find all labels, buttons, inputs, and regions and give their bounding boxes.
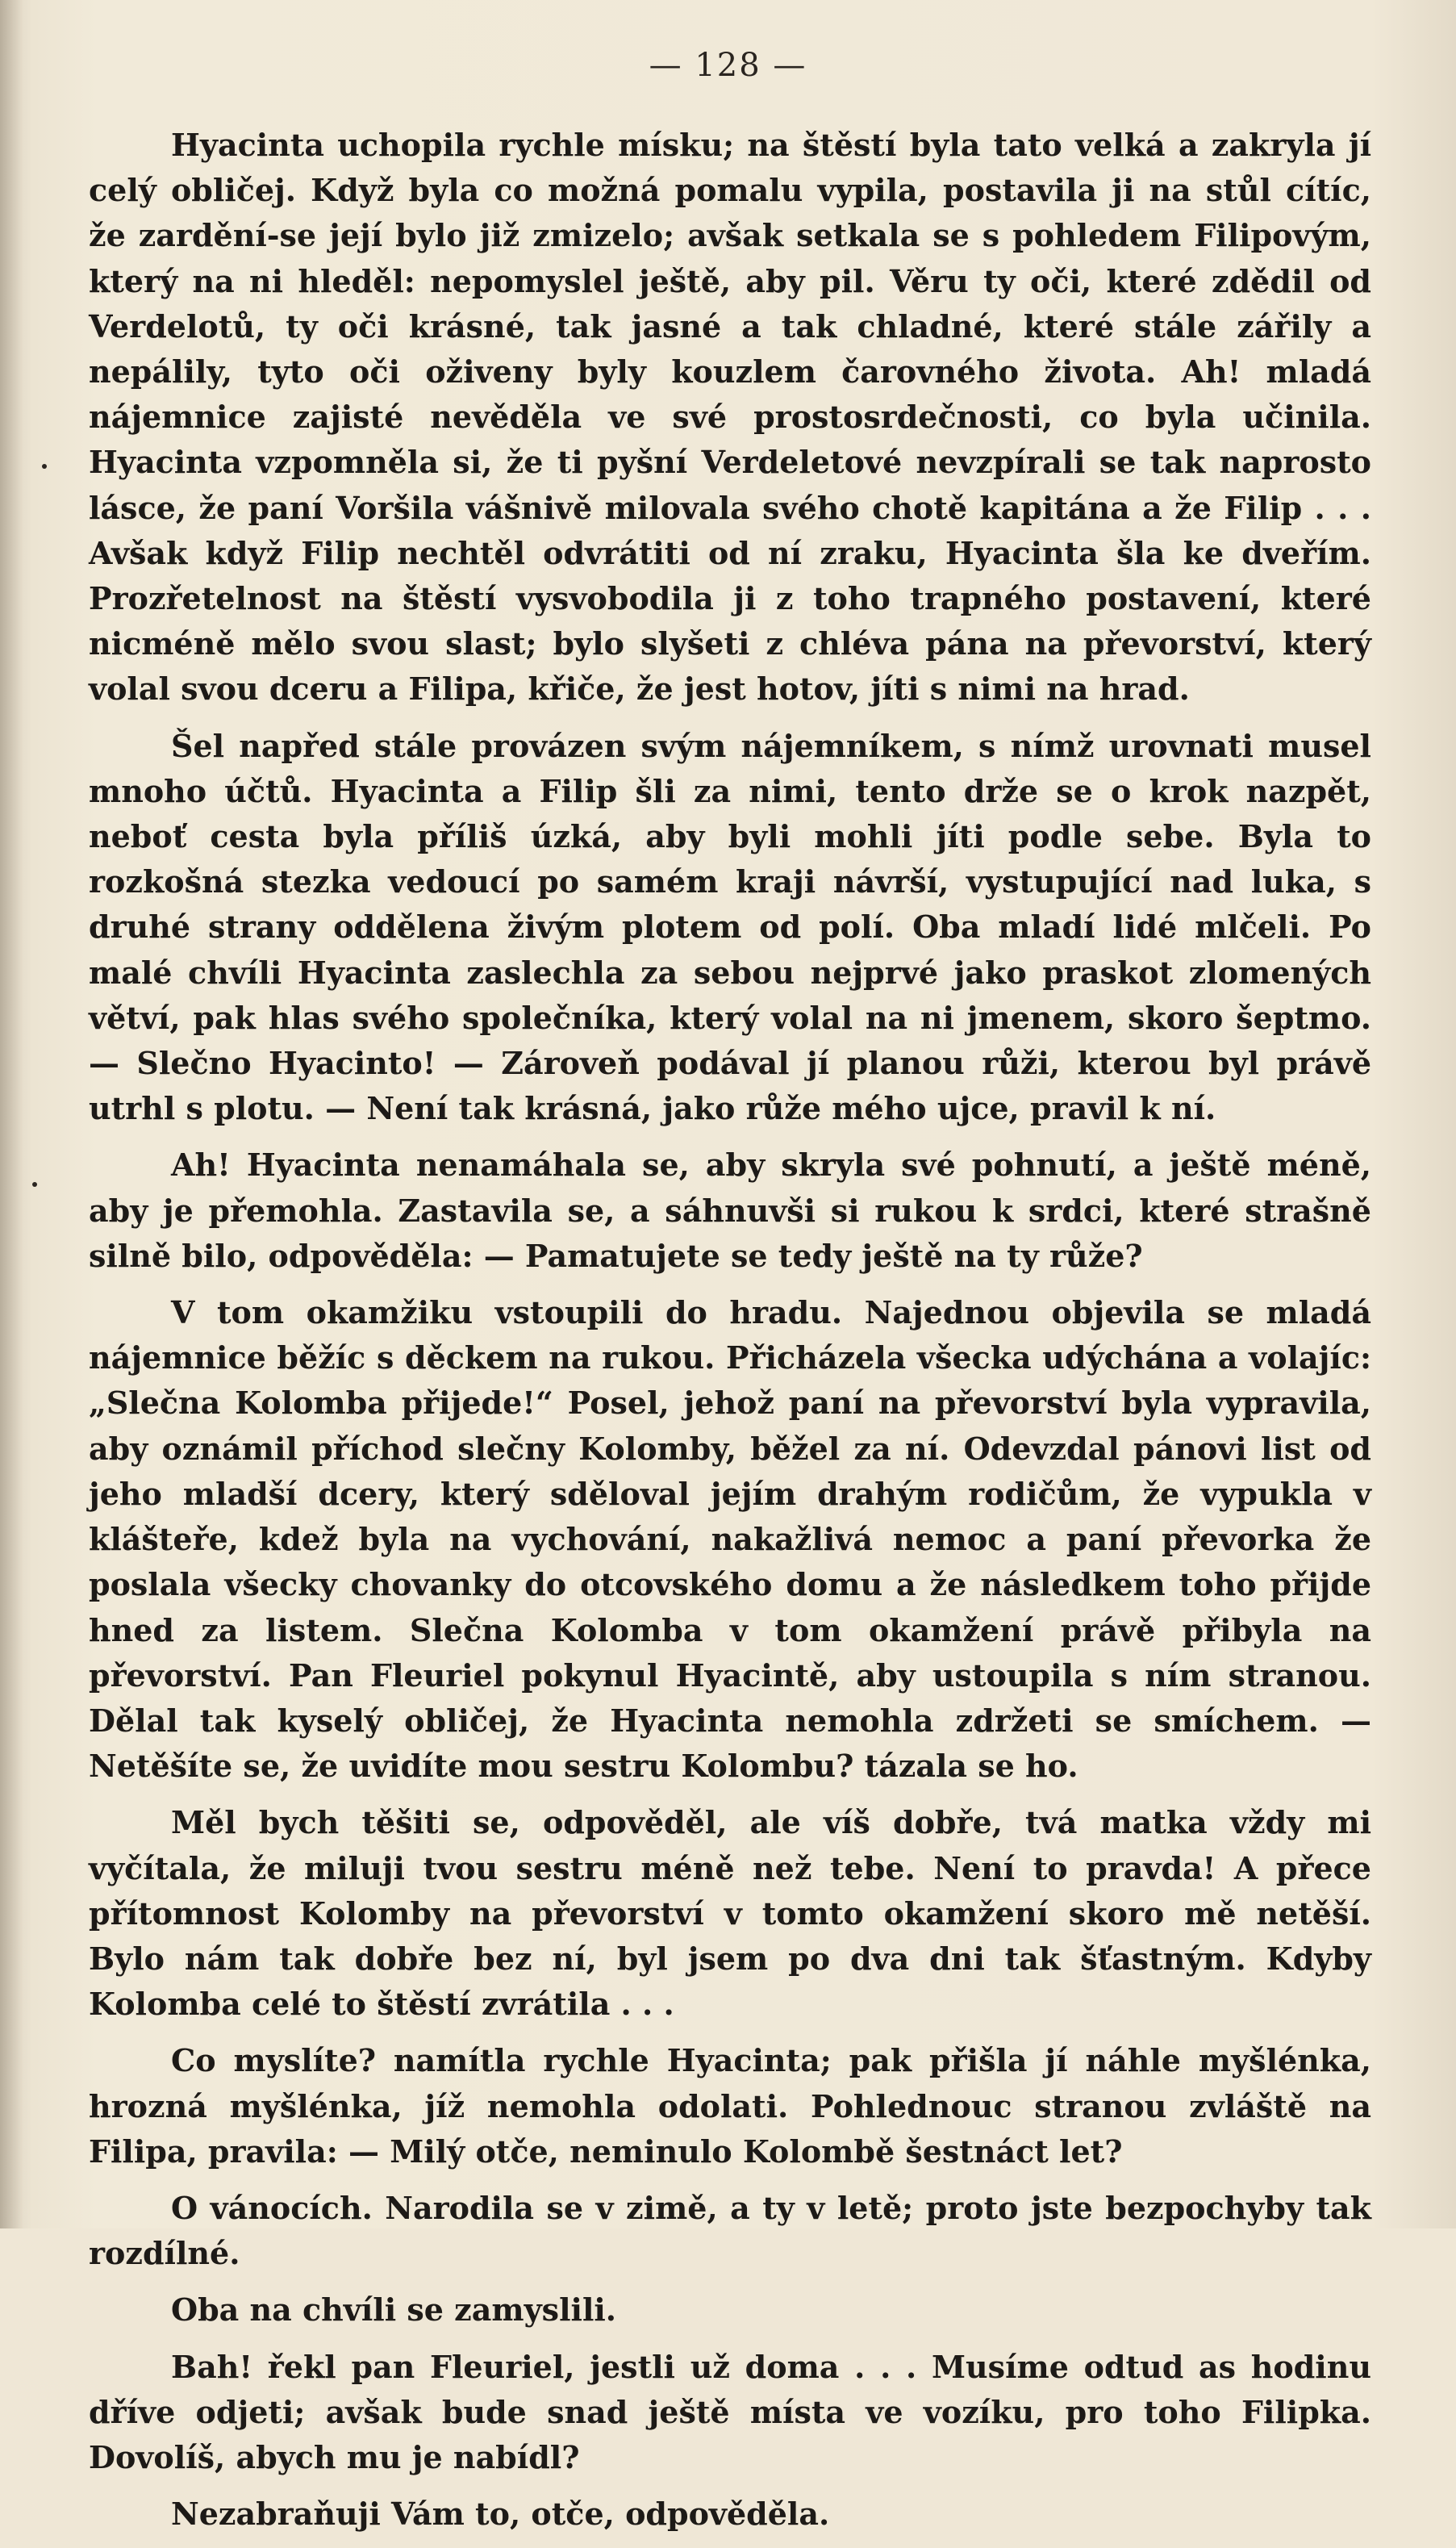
page-binding-edge [0,0,23,2228]
paragraph: O vánocích. Narodila se v zimě, a ty v letě; proto jste bezpochyby tak rozdílné. [89,2189,1371,2272]
paragraph: Oba na chvíli se zamyslili. [171,2291,617,2329]
paragraph: Hyacinta uchopila rychle mísku; na štěstí byla tato velká a zakryla jí celý obličej. Když byla co možná pomalu vypila, postavila ji na stůl cítíc, že zardění-se její bylo již zmizelo; avšak setkala se s pohledem Filipovým, který na ni hleděl: nepomyslel ještě, aby pil. Věru ty oči, které zdědil od Verdelotů, ty oči krásné, tak jasné a tak chladné, které stále zářily a nepálily, tyto oči oživeny byly kouzlem čarovného života. Ah! mladá nájemnice zajisté nevěděla ve své prostosrdečnosti, co byla učinila. Hyacinta vzpomněla si, že ti pyšní Verdeletové nevzpírali se tak naprosto lásce, že paní Voršila vášnivě milovala svého chotě kapitána a že Filip . . . Avšak když Filip nechtěl odvrátiti od ní zraku, Hyacinta šla ke dveřím. Prozřetelnost na štěstí vysvobodila ji z toho trapného postavení, které nicméně mělo svou slast; bylo slyšeti z chléva pána na převorství, který volal svou dceru a Filipa, křiče, že jest hotov, jíti s nimi na hrad. [89,127,1371,708]
page-number: — 128 — [649,47,807,84]
print-speck [32,1182,37,1187]
paragraph: Nezabraňuji Vám to, otče, odpověděla. [171,2496,830,2533]
print-speck [42,464,47,469]
paragraph: Šel napřed stále provázen svým nájemníkem, s nímž urovnati musel mnoho účtů. Hyacinta a Filip šli za nimi, tento drže se o krok nazpět, neboť cesta byla příliš úzká, aby byli mohli jíti podle sebe. Byla to rozkošná stezka vedoucí po samém kraji návrší, vystupující nad luka, s druhé strany oddělena živým plotem od polí. Oba mladí lidé mlčeli. Po malé chvíli Hyacinta zaslechla za sebou nejprvé jako praskot zlomených větví, pak hlas svého společníka, který volal na ni jmenem, skoro šeptmo. — Slečno Hyacinto! — Zároveň podával jí planou růži, kterou byl právě utrhl s plotu. — Není tak krásná, jako růže mého ujce, pravil k ní. [89,727,1371,1127]
paragraph: Měl bych těšiti se, odpověděl, ale víš dobře, tvá matka vždy mi vyčítala, že miluji tvou sestru méně než tebe. Není to pravda! A přece přítomnost Kolomby na převorství v tomto okamžení skoro mě netěší. Bylo nám tak dobře bez ní, byl jsem po dva dni tak šťastným. Kdyby Kolomba celé to štěstí zvrátila . . . [89,1804,1371,2023]
paragraph: Ah! Hyacinta nenamáhala se, aby skryla své pohnutí, a ještě méně, aby je přemohla. Zastavila se, a sáhnuvši si rukou k srdci, které strašně silně bilo, odpověděla: — Pamatujete se tedy ještě na ty růže? [89,1147,1371,1274]
paragraph: Bah! řekl pan Fleuriel, jestli už doma . . . Musíme odtud as hodinu dříve odjeti; avšak bude snad ještě místa ve vozíku, pro toho Filipka. Dovolíš, abych mu je nabídl? [89,2348,1371,2475]
text-body [89,123,1371,2548]
paragraph: Co myslíte? namítla rychle Hyacinta; pak přišla jí náhle myšlénka, hrozná myšlénka, jíž nemohla odolati. Pohlednouc stranou zvláště na Filipa, pravila: — Milý otče, neminulo Kolombě šestnáct let? [89,2042,1371,2170]
paragraph: V tom okamžiku vstoupili do hradu. Najednou objevila se mladá nájemnice běžíc s děckem na rukou. Přicházela všecka udýchána a volajíc: „Slečna Kolomba přijede!“ Posel, jehož paní na převorství byla vypravila, aby oznámil příchod slečny Kolomby, běžel za ní. Odevzdal pánovi list od jeho mladší dcery, který sděloval jejím drahým rodičům, že vypukla v klášteře, kdež byla na vychování, nakažlivá nemoc a paní převorka že poslala všecky chovanky do otcovského domu a že následkem toho přijde hned za listem. Slečna Kolomba v tom okamžení právě přibyla na převorství. Pan Fleuriel pokynul Hyacintě, aby ustoupila s ním stranou. Dělal tak kyselý obličej, že Hyacinta nemohla zdržeti se smíchem. — Netěšíte se, že uvidíte mou sestru Kolombu? tázala se ho. [89,1294,1371,1785]
